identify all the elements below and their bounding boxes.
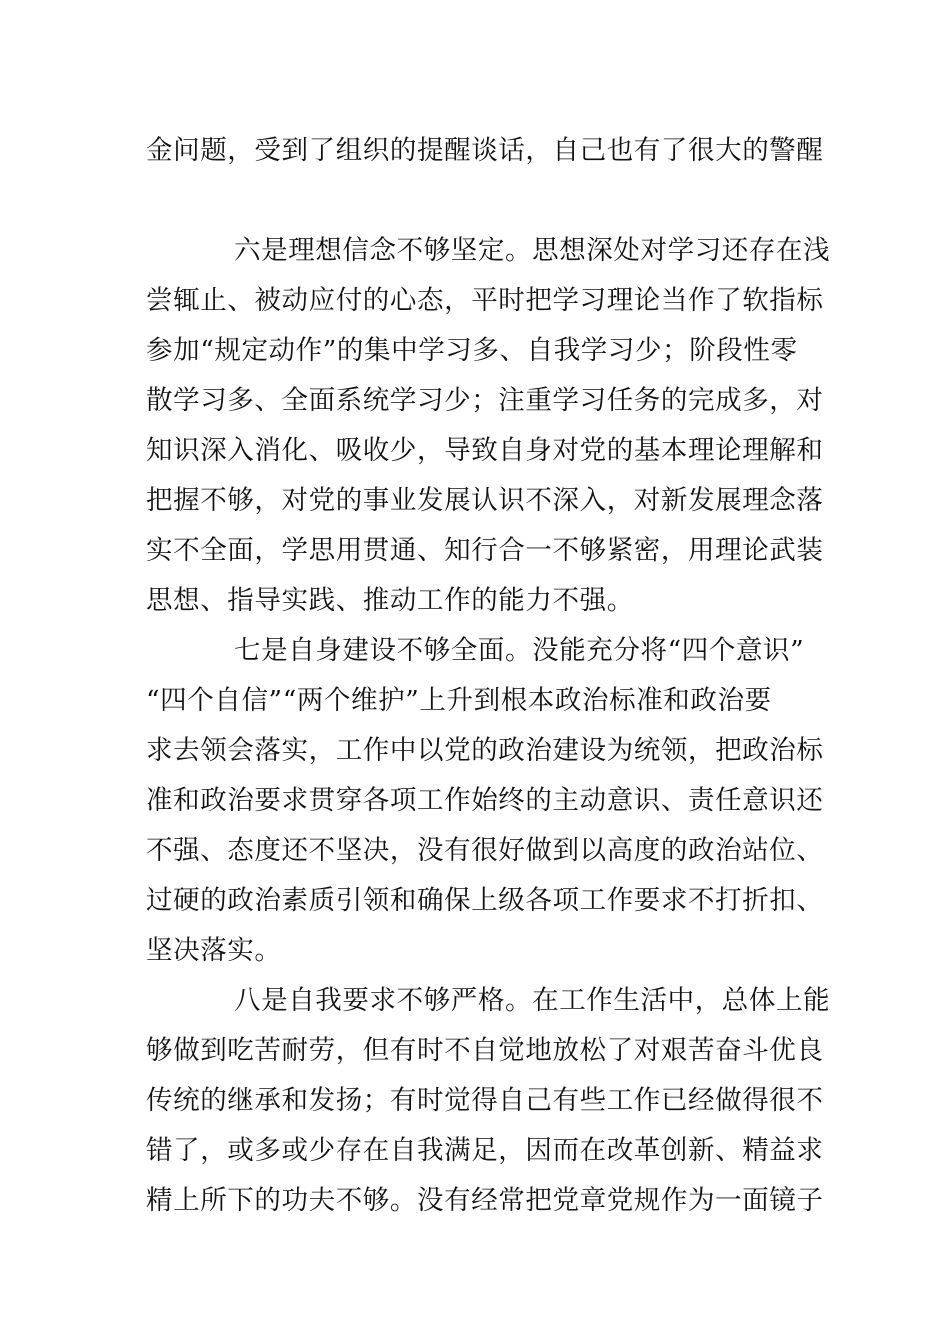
paragraph-7-line-5: 不强、态度还不坚决，没有很好做到以高度的政治站位、 bbox=[146, 835, 824, 866]
paragraph-7-line-6: 过硬的政治素质引领和确保上级各项工作要求不打折扣、 bbox=[146, 885, 824, 916]
paragraph-6-line-3: 参加“规定动作”的集中学习多、自我学习少；阶段性零 bbox=[146, 335, 798, 366]
paragraph-6-line-5: 知识深入消化、吸收少，导致自身对党的基本理论理解和 bbox=[146, 435, 824, 466]
paragraph-7-line-4: 准和政治要求贯穿各项工作始终的主动意识、责任意识还 bbox=[146, 785, 824, 816]
paragraph-7-line-7: 坚决落实。 bbox=[146, 935, 282, 966]
paragraph-8-line-4: 错了，或多或少存在自我满足，因而在改革创新、精益求 bbox=[146, 1135, 824, 1166]
paragraph-6-line-2: 尝辄止、被动应付的心态，平时把学习理论当作了软指标 bbox=[146, 285, 824, 316]
paragraph-8-line-5: 精上所下的功夫不够。没有经常把党章党规作为一面镜子 bbox=[146, 1185, 824, 1216]
text-line-1: 金问题，受到了组织的提醒谈话，自己也有了很大的警醒 bbox=[146, 135, 824, 166]
paragraph-6-line-4: 散学习多、全面系统学习少；注重学习任务的完成多，对 bbox=[146, 385, 824, 416]
paragraph-8-line-3: 传统的继承和发扬；有时觉得自己有些工作已经做得很不 bbox=[146, 1085, 824, 1116]
paragraph-7-line-1: 七是自身建设不够全面。没能充分将“四个意识” bbox=[234, 635, 805, 666]
paragraph-7-line-3: 求去领会落实，工作中以党的政治建设为统领，把政治标 bbox=[146, 735, 824, 766]
paragraph-6-line-8: 思想、指导实践、推动工作的能力不强。 bbox=[146, 585, 634, 616]
paragraph-6-line-6: 把握不够，对党的事业发展认识不深入，对新发展理念落 bbox=[146, 485, 824, 516]
paragraph-8-line-2: 够做到吃苦耐劳，但有时不自觉地放松了对艰苦奋斗优良 bbox=[146, 1035, 824, 1066]
paragraph-6-line-1: 六是理想信念不够坚定。思想深处对学习还存在浅 bbox=[234, 235, 831, 266]
paragraph-6-line-7: 实不全面，学思用贯通、知行合一不够紧密，用理论武装 bbox=[146, 535, 824, 566]
paragraph-7-line-2: “四个自信”“两个维护”上升到根本政治标准和政治要 bbox=[146, 685, 772, 716]
paragraph-8-line-1: 八是自我要求不够严格。在工作生活中，总体上能 bbox=[234, 985, 831, 1016]
